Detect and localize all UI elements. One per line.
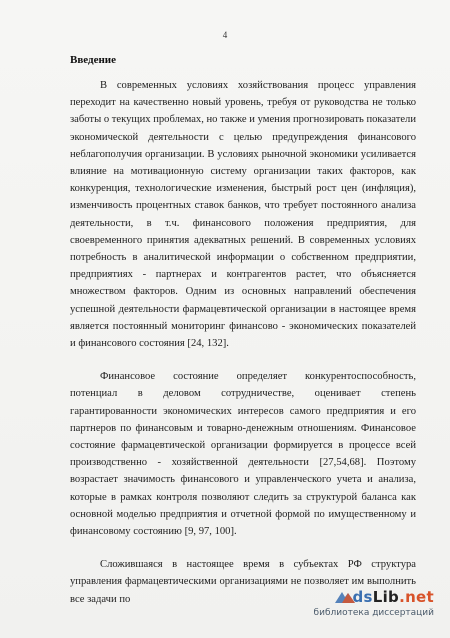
dslib-watermark[interactable] — [292, 588, 442, 628]
page-number: 4 — [222, 30, 228, 40]
paragraph-3-text: Сложившаяся в настоящее время в субъектах РФ структура управления фармацевтическими организациями не позволяет им выполнить все задачи по — [70, 559, 416, 605]
paragraph-1 — [70, 77, 416, 352]
watermark-logo: dsLib.net — [352, 588, 434, 606]
paragraph-1-text: В современных условиях хозяйствования процесс управления переходит на качественно новый уровень, требуя от руководства не только заботы о текущих проблемах, но также и умения прогнозировать показатели экономической деятельности с целью предупреждения финансового неблагополучия организации. В условиях рыночной экономики усиливается влияние на мотивационную систему организации таких факторов, как конкуренция, технологические изменения, быстрый рост цен (инфляция), изменчивость процентных ставок банков, что требует постоянного анализа деятельности, в т.ч. финансового положения предприятия, для своевременного принятия адекватных решений. В современных условиях потребность в аналитической информации о собственном предприятии, предприятиях - партнерах и контрагентов растет, что объясняется множеством факторов. Одним из основных направлений обеспечения успешной деятельности фармацевтической организации в настоящее время является постоянный мониторинг финансово - экономических показателей и финансового состояния [24, 132]. — [70, 80, 416, 350]
paragraph-2-text: Финансовое состояние определяет конкурентоспособность, потенциал в деловом сотрудничестве, оценивает степень гарантированности экономических интересов самого предприятия и его партнеров по финансовым и товарно-денежным отношениям. Финансовое состояние фармацевтической организации формируется в процессе всей производственно - хозяйственной деятельности [27,54,68]. Поэтому возрастает значимость финансового и управленческого учета и анализа, которые в рамках контроля позволяют следить за структурой баланса как основной моделью предприятия и отчетной формой по имущественному и финансовому состоянию [9, 97, 100]. — [70, 371, 416, 538]
watermark-subtitle: библиотека диссертаций — [313, 608, 434, 618]
document-body — [70, 77, 416, 608]
paragraph-2 — [70, 368, 416, 540]
section-heading: Введение — [70, 54, 117, 66]
